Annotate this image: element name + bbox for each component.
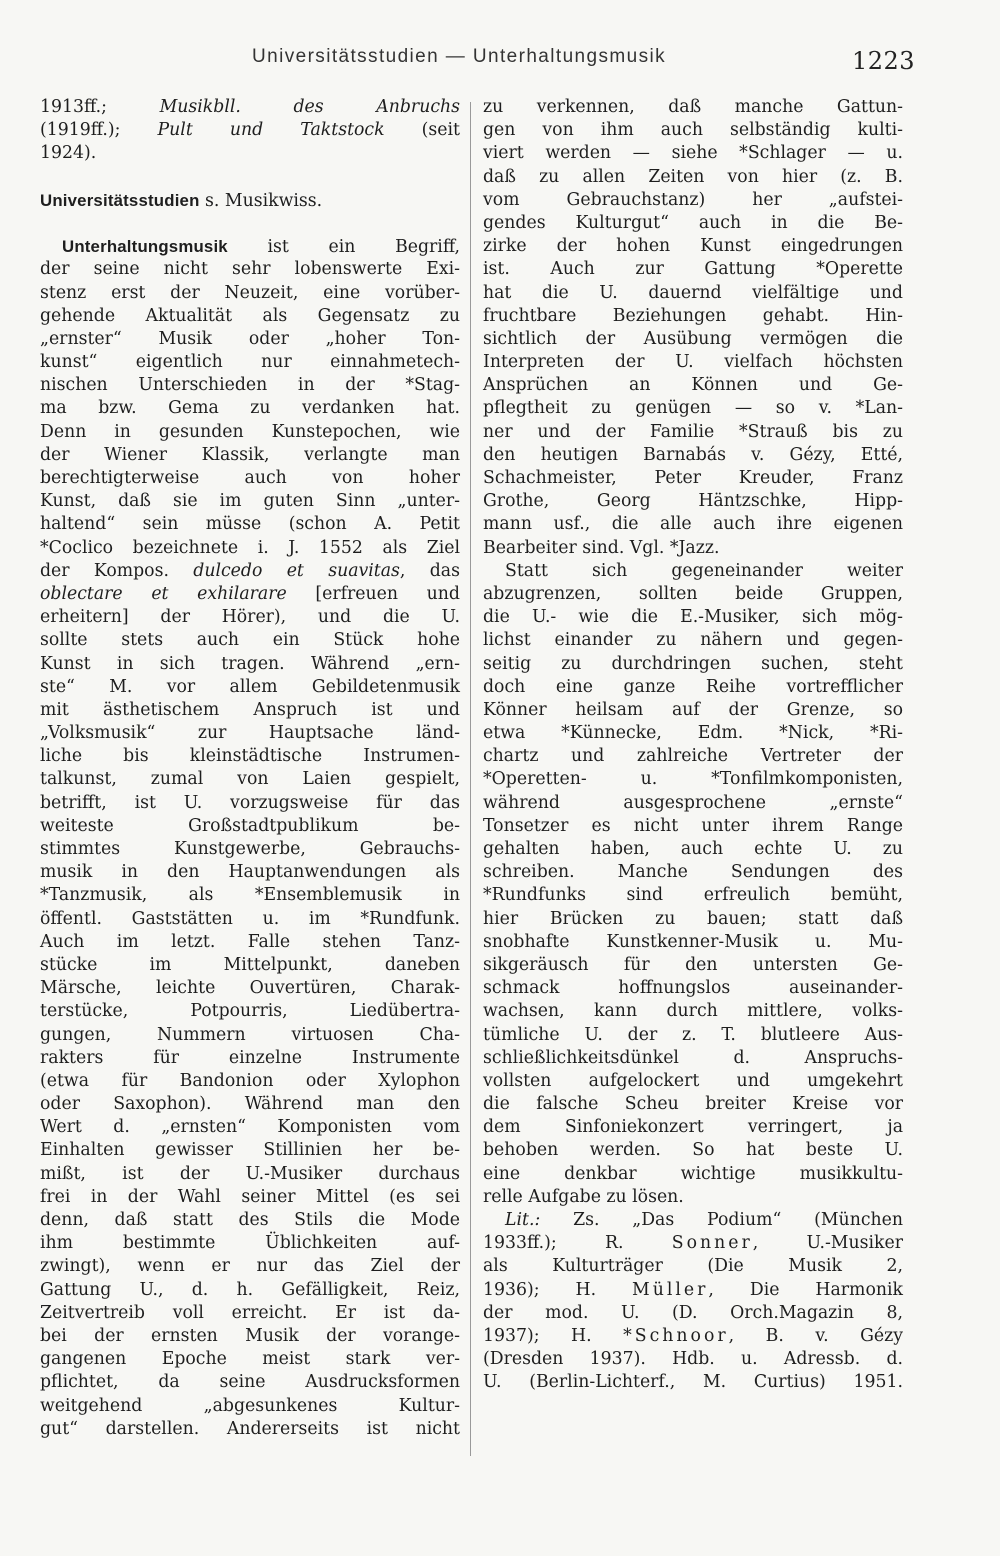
text-line: ihm bestimmte Üblichkeiten auf- [40, 1233, 460, 1254]
text-line: *Coclico bezeichnete i. J. 1552 als Ziel [40, 537, 460, 558]
text-line: den heutigen Barnabás v. Gézy, Etté, [483, 444, 903, 465]
text-line: viert werden — siehe *Schlager — u. [483, 143, 903, 164]
text-line: talkunst, zumal von Laien gespielt, [40, 769, 460, 790]
text-line: die falsche Scheu breiter Kreise vor [483, 1094, 903, 1115]
text-line: denn, daß statt des Stils die Mode [40, 1210, 460, 1230]
text-line: Tonsetzer es nicht unter ihrem Range [483, 815, 903, 836]
text-line: zwingt), wenn er nur das Ziel der [40, 1256, 460, 1277]
text-line: pflichtet, da seine Ausdrucksformen [40, 1372, 460, 1393]
text-line: Wert d. „ernsten“ Komponisten vom [40, 1117, 460, 1138]
text-line: vom Gebrauchstanz) her „aufstei- [483, 189, 903, 210]
entry-universitaetsstudien: Universitätsstudien s. Musikwiss. [40, 190, 323, 211]
text-line: Kunst, daß sie im guten Sinn „unter- [40, 491, 460, 512]
text-line: gungen, Nummern virtuosen Cha- [40, 1024, 460, 1045]
text-line: gen von ihm auch selbständig kulti- [483, 120, 903, 141]
text-line: liche bis kleinstädtische Instrumen- [40, 746, 460, 767]
text-line: schreiben. Manche Sendungen des [483, 862, 903, 883]
literature-line: als Kulturträger (Die Musik 2, [483, 1256, 903, 1277]
text-line: seitig zu durchdringen suchen, steht [483, 653, 903, 674]
right-column [483, 96, 903, 1395]
running-head: Universitätsstudien — Unterhaltungsmusik [252, 46, 666, 67]
text-line: Schachmeister, Peter Kreuder, Franz [483, 468, 903, 488]
text-line: doch eine ganze Reihe vortrefflicher [483, 676, 903, 697]
text-line: der Kompos. dulcedo et suavitas, das [40, 560, 460, 581]
text-line: mit ästhetischem Anspruch ist und [40, 699, 460, 720]
literature-line: 1933ff.); R. Sonner, U.-Musiker [483, 1233, 903, 1254]
text-line: stücke im Mittelpunkt, daneben [40, 954, 460, 975]
text-line: oder Saxophon). Während man den [40, 1094, 460, 1115]
text-line: *Operetten- u. *Tonfilmkomponisten, [483, 769, 903, 790]
text-line: ist. Auch zur Gattung *Operette [483, 259, 903, 280]
text-line: ma bzw. Gema zu verdanken hat. [40, 398, 460, 419]
text-line: zu verkennen, daß manche Gattun- [483, 97, 903, 117]
text-line: abzugrenzen, sollten beide Gruppen, [483, 583, 903, 604]
text-line: behoben werden. So hat beste U. [483, 1140, 903, 1161]
text-line: stimmtes Kunstgewerbe, Gebrauchs- [40, 839, 460, 859]
text-line: Grothe, Georg Häntzschke, Hipp- [483, 491, 903, 512]
text-line: Ansprüchen an Können und Ge- [483, 375, 903, 396]
text-line: öffentl. Gaststätten u. im *Rundfunk. [40, 908, 460, 929]
text-line: (1919ff.); Pult und Taktstock (seit [40, 120, 460, 141]
literature-line: (Dresden 1937). Hdb. u. Adressb. d. [483, 1349, 903, 1370]
text-line: mißt, ist der U.-Musiker durchaus [40, 1163, 460, 1184]
text-line: hat die U. dauernd vielfältige und [483, 282, 903, 303]
text-line: „Volksmusik“ zur Hauptsache länd- [40, 723, 460, 744]
text-line: nischen Unterschieden in der *Stag- [40, 375, 460, 396]
text-line: Auch im letzt. Falle stehen Tanz- [40, 931, 460, 952]
text-line: snobhafte Kunstkenner-Musik u. Mu- [483, 931, 903, 952]
text-line: Zeitvertreib voll erreicht. Er ist da- [40, 1302, 460, 1323]
text-line: der Wiener Klassik, verlangte man [40, 444, 460, 465]
text-line: hier Brücken zu bauen; statt daß [483, 908, 903, 929]
entry-unterhaltungsmusik: Unterhaltungsmusik ist ein Begriff, [62, 237, 460, 258]
text-line: während ausgesprochene „ernste“ [483, 792, 903, 813]
literature-line: 1936); H. Müller, Die Harmonik [483, 1279, 903, 1300]
text-line: relle Aufgabe zu lösen. [483, 1186, 684, 1207]
text-line: Bearbeiter sind. Vgl. *Jazz. [483, 537, 720, 558]
text-line: schmack hoffnungslos auseinander- [483, 978, 903, 999]
text-line: ste“ M. vor allem Gebildetenmusik [40, 676, 460, 697]
text-line: fruchtbare Beziehungen gehabt. Hin- [483, 305, 903, 326]
text-line: weiteste Großstadtpublikum be- [40, 815, 460, 836]
text-line: musik in den Hauptanwendungen als [40, 862, 460, 883]
text-line: *Tanzmusik, als *Ensemblemusik in [40, 885, 460, 906]
column-divider [470, 102, 471, 1456]
text-line: Einhalten gewisser Stillinien her be- [40, 1140, 460, 1161]
text-line: erheitern] der Hörer), und die U. [40, 607, 460, 628]
text-line: lichst einander zu nähern und gegen- [483, 630, 903, 651]
text-line: schließlichkeitsdünkel d. Anspruchs- [483, 1047, 903, 1068]
text-line: Denn in gesunden Kunstepochen, wie [40, 421, 460, 442]
text-line: *Rundfunks sind erfreulich bemüht, [483, 885, 903, 906]
text-line: rakters für einzelne Instrumente [40, 1047, 460, 1068]
spacer [40, 212, 460, 235]
literature-line: der mod. U. (D. Orch.Magazin 8, [483, 1302, 903, 1323]
text-line: gehende Aktualität als Gegensatz zu [40, 305, 460, 326]
text-line: etwa *Künnecke, Edm. *Nick, *Ri- [483, 723, 903, 744]
text-line: zirke der hohen Kunst eingedrungen [483, 236, 903, 257]
text-line: stenz erst der Neuzeit, eine vorüber- [40, 282, 460, 303]
text-line: vollsten aufgelockert und umgekehrt [483, 1070, 903, 1091]
text-line: Interpreten der U. vielfach höchsten [483, 352, 903, 373]
text-line: gendes Kulturgut“ auch in die Be- [483, 212, 903, 233]
text-line: kunst“ eigentlich nur einnahmetech- [40, 352, 460, 373]
literature-line: Lit.: Zs. „Das Podium“ (München [505, 1210, 903, 1230]
text-line: chartz und zahlreiche Vertreter der [483, 746, 903, 767]
text-line: frei in der Wahl seiner Mittel (es sei [40, 1186, 460, 1207]
literature-line: U. (Berlin-Lichterf., M. Curtius) 1951. [483, 1372, 903, 1393]
text-line: Märsche, leichte Ouvertüren, Charak- [40, 978, 460, 999]
page-number: 1223 [852, 47, 916, 75]
text-line: sikgeräusch für den untersten Ge- [483, 954, 903, 975]
text-line: terstücke, Potpourris, Liedübertra- [40, 1001, 460, 1022]
text-line: haltend“ sein müsse (schon A. Petit [40, 514, 460, 535]
spacer [40, 166, 460, 189]
literature-line: 1937); H. *Schnoor, B. v. Gézy [483, 1325, 903, 1346]
text-line: mann usf., die alle auch ihre eigenen [483, 514, 903, 535]
text-line: „ernster“ Musik oder „hoher Ton- [40, 328, 460, 349]
text-line: pflegtheit zu genügen — so v. *Lan- [483, 398, 903, 419]
text-line: sollte stets auch ein Stück hohe [40, 630, 460, 651]
text-line: betrifft, ist U. vorzugsweise für das [40, 792, 460, 813]
text-line: der seine nicht sehr lobenswerte Exi- [40, 259, 460, 280]
text-line: wachsen, kann durch mittlere, volks- [483, 1001, 903, 1022]
text-line: Gattung U., d. h. Gefälligkeit, Reiz, [40, 1279, 460, 1300]
text-line: die U.- wie die E.-Musiker, sich mög- [483, 607, 903, 628]
text-line: (etwa für Bandonion oder Xylophon [40, 1070, 460, 1091]
text-line: Kunst in sich tragen. Während „ern- [40, 653, 460, 674]
text-line: weitgehend „abgesunkenes Kultur- [40, 1395, 460, 1416]
left-column [40, 96, 460, 1441]
text-line: eine denkbar wichtige musikkultu- [483, 1163, 903, 1184]
text-line: tümliche U. der z. T. blutleere Aus- [483, 1024, 903, 1045]
text-line: 1913ff.; Musikbll. des Anbruchs [40, 97, 461, 117]
text-line: daß zu allen Zeiten von hier (z. B. [483, 166, 903, 187]
text-line: Könner heilsam auf der Grenze, so [483, 699, 903, 720]
text-line: sichtlich der Ausübung vermögen die [483, 328, 903, 349]
text-line: Statt sich gegeneinander weiter [505, 560, 903, 581]
text-line: bei der ernsten Musik der vorange- [40, 1325, 460, 1346]
text-line: gehalten haben, auch echte U. zu [483, 839, 903, 859]
text-line: oblectare et exhilarare [erfreuen und [40, 583, 460, 604]
text-line: berechtigterweise auch von hoher [40, 468, 460, 488]
text-line: dem Sinfoniekonzert verringert, ja [483, 1117, 903, 1138]
text-line: gangenen Epoche meist stark ver- [40, 1349, 460, 1370]
text-line: ner und der Familie *Strauß bis zu [483, 421, 903, 442]
text-line: 1924). [40, 143, 97, 164]
text-line: gut“ darstellen. Andererseits ist nicht [40, 1418, 460, 1439]
